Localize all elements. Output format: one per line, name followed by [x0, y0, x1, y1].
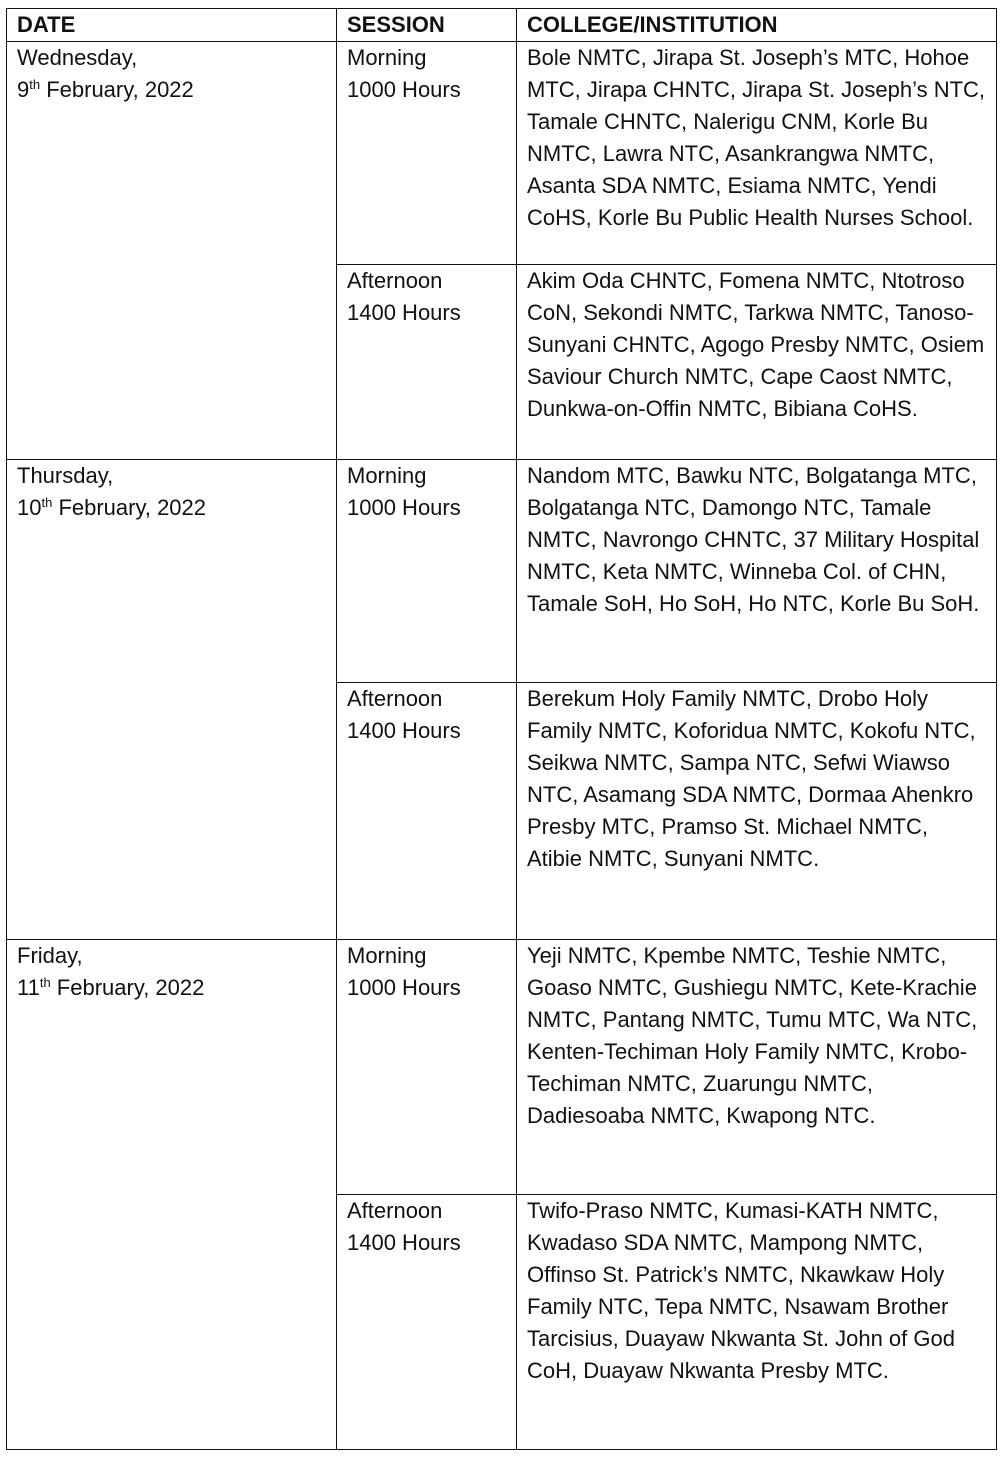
header-row — [7, 9, 997, 42]
date-header: DATE — [7, 9, 337, 42]
session-name: Morning — [347, 463, 427, 488]
session-name: Afternoon — [347, 268, 443, 293]
table-row — [7, 42, 997, 265]
session-time: 1000 Hours — [347, 975, 461, 1000]
college-list: Bole NMTC, Jirapa St. Joseph’s MTC, Hohoe MTC, Jirapa CHNTC, Jirapa St. Joseph’s NTC, Tamale CHNTC, Nalerigu CNM, Korle Bu NMTC, Lawra NTC, Asankrangwa NMTC, Asanta SDA NMTC, Esiama NMTC, Yendi CoHS, Korle Bu Public Health Nurses School. — [517, 42, 997, 265]
date-cell-wednesday — [7, 42, 337, 460]
date-label: 11th February, 2022 — [17, 975, 205, 1000]
college-header: COLLEGE/INSTITUTION — [517, 9, 997, 42]
schedule-table — [6, 8, 997, 1450]
college-list: Twifo-Praso NMTC, Kumasi-KATH NMTC, Kwadaso SDA NMTC, Mampong NMTC, Offinso St. Patrick’s NMTC, Nkawkaw Holy Family NTC, Tepa NMTC, Nsawam Brother Tarcisius, Duayaw Nkwanta St. John of God CoH, Duayaw Nkwanta Presby MTC. — [517, 1195, 997, 1450]
session-time: 1000 Hours — [347, 77, 461, 102]
session-cell — [337, 940, 517, 1195]
session-cell — [337, 42, 517, 265]
college-list: Berekum Holy Family NMTC, Drobo Holy Family NMTC, Koforidua NMTC, Kokofu NTC, Seikwa NMTC, Sampa NTC, Sefwi Wiawso NTC, Asamang SDA NMTC, Dormaa Ahenkro Presby MTC, Pramso St. Michael NMTC, Atibie NMTC, Sunyani NMTC. — [517, 683, 997, 940]
session-time: 1400 Hours — [347, 300, 461, 325]
session-cell — [337, 460, 517, 683]
session-name: Afternoon — [347, 686, 443, 711]
date-cell-thursday — [7, 460, 337, 940]
session-time: 1400 Hours — [347, 718, 461, 743]
table-row — [7, 940, 997, 1195]
table-row — [7, 460, 997, 683]
day-label: Friday, — [17, 943, 83, 968]
date-label: 10th February, 2022 — [17, 495, 207, 520]
session-header: SESSION — [337, 9, 517, 42]
session-name: Morning — [347, 45, 427, 70]
session-name: Morning — [347, 943, 427, 968]
session-cell — [337, 265, 517, 460]
college-list: Nandom MTC, Bawku NTC, Bolgatanga MTC, Bolgatanga NTC, Damongo NTC, Tamale NMTC, Navrongo CHNTC, 37 Military Hospital NMTC, Keta NMTC, Winneba Col. of CHN, Tamale SoH, Ho SoH, Ho NTC, Korle Bu SoH. — [517, 460, 997, 683]
college-list: Akim Oda CHNTC, Fomena NMTC, Ntotroso CoN, Sekondi NMTC, Tarkwa NMTC, Tanoso-Sunyani CHNTC, Agogo Presby NMTC, Osiem Saviour Church NMTC, Cape Caost NMTC, Dunkwa-on-Offin NMTC, Bibiana CoHS. — [517, 265, 997, 460]
session-time: 1000 Hours — [347, 495, 461, 520]
college-list: Yeji NMTC, Kpembe NMTC, Teshie NMTC, Goaso NMTC, Gushiegu NMTC, Kete-Krachie NMTC, Pantang NMTC, Tumu MTC, Wa NTC, Kenten-Techiman Holy Family NMTC, Krobo-Techiman NMTC, Zuarungu NMTC, Dadiesoaba NMTC, Kwapong NTC. — [517, 940, 997, 1195]
session-cell — [337, 1195, 517, 1450]
session-time: 1400 Hours — [347, 1230, 461, 1255]
day-label: Wednesday, — [17, 45, 138, 70]
session-name: Afternoon — [347, 1198, 443, 1223]
day-label: Thursday, — [17, 463, 114, 488]
date-cell-friday — [7, 940, 337, 1450]
session-cell — [337, 683, 517, 940]
date-label: 9th February, 2022 — [17, 77, 194, 102]
